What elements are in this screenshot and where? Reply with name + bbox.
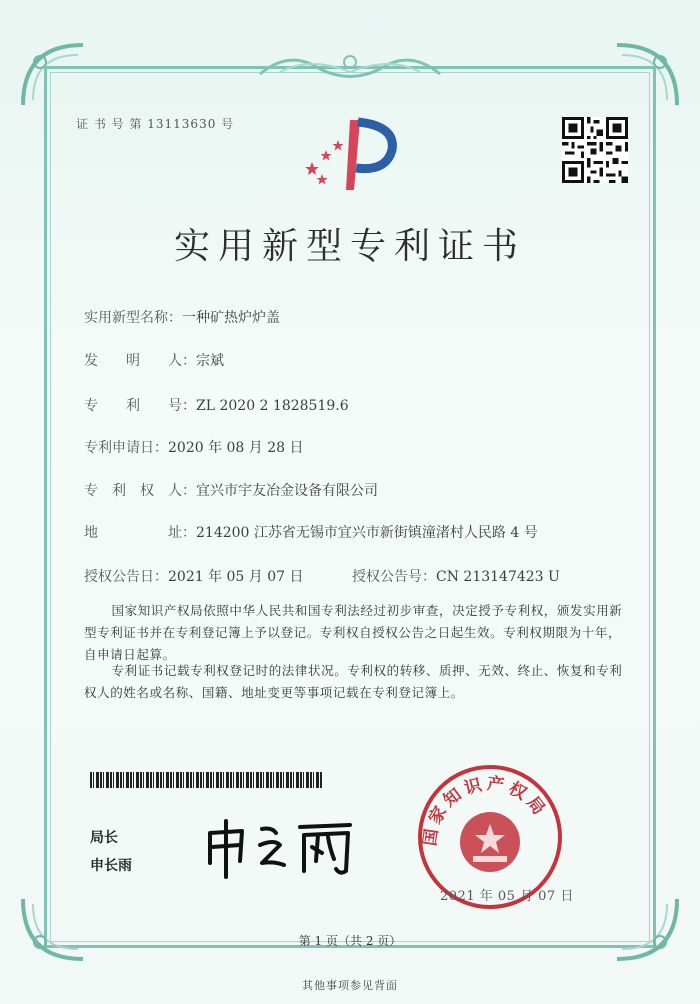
field-label: 授权公告号： xyxy=(352,569,436,585)
field-label: 授权公告日： xyxy=(84,569,168,585)
field-value: ZL 2020 2 1828519.6 xyxy=(196,398,349,414)
field-value: 2021 年 05 月 07 日 xyxy=(168,569,304,585)
field-label: 地 址： xyxy=(84,525,196,541)
field-value: CN 213147423 U xyxy=(436,569,560,585)
corner-ornament-icon xyxy=(18,40,88,110)
corner-ornament-icon xyxy=(612,40,682,110)
field-value: 2020 年 08 月 28 日 xyxy=(168,440,304,456)
field-label: 专 利 权 人： xyxy=(84,483,196,499)
qr-code-icon xyxy=(562,117,628,183)
handwritten-signature-icon xyxy=(200,815,360,880)
grant-statement-paragraph: 国家知识产权局依照中华人民共和国专利法经过初步审查，决定授予专利权，颁发实用新型专利证书并在专利登记簿上予以登记。专利权自授权公告之日起生效。专利权期限为十年，自申请日起算。 xyxy=(84,603,623,662)
corner-ornament-icon xyxy=(612,894,682,964)
director-title: 局长 xyxy=(90,830,118,846)
field-patent-number xyxy=(84,395,349,415)
field-announcement-date xyxy=(84,566,304,586)
field-address xyxy=(84,522,538,542)
field-value: 宗斌 xyxy=(196,353,224,369)
field-label: 发 明 人： xyxy=(84,353,196,369)
field-value: 一种矿热炉炉盖 xyxy=(182,310,280,326)
field-label: 专利申请日： xyxy=(84,440,168,456)
field-value: 宜兴市宇友冶金设备有限公司 xyxy=(196,483,378,499)
page-number: 第 1 页（共 2 页） xyxy=(298,934,402,948)
field-utility-model-name xyxy=(84,307,280,327)
corner-ornament-icon xyxy=(18,894,88,964)
field-announcement-number xyxy=(352,566,560,586)
seal-date: 2021 年 05 月 07 日 xyxy=(440,889,574,904)
field-label: 实用新型名称： xyxy=(84,310,182,326)
field-patentee xyxy=(84,480,378,500)
field-inventor xyxy=(84,350,224,370)
field-label: 专 利 号： xyxy=(84,398,196,414)
certificate-number: 证 书 号 第 13113630 号 xyxy=(76,117,235,131)
page-title: 实用新型专利证书 xyxy=(173,226,526,267)
barcode-icon xyxy=(90,772,322,788)
seal-text: 国家知识产权局 xyxy=(420,773,551,848)
field-value: 214200 江苏省无锡市宜兴市新街镇潼渚村人民路 4 号 xyxy=(196,525,538,541)
legal-status-paragraph: 专利证书记载专利权登记时的法律状况。专利权的转移、质押、无效、终止、恢复和专利权人的姓名或名称、国籍、地址变更等事项记载在专利登记簿上。 xyxy=(84,663,623,700)
top-ornament-icon xyxy=(250,44,450,84)
footer-note: 其他事项参见背面 xyxy=(302,979,398,992)
patent-office-logo-icon xyxy=(298,112,408,194)
director-name: 申长雨 xyxy=(90,858,132,874)
field-filing-date xyxy=(84,437,304,457)
